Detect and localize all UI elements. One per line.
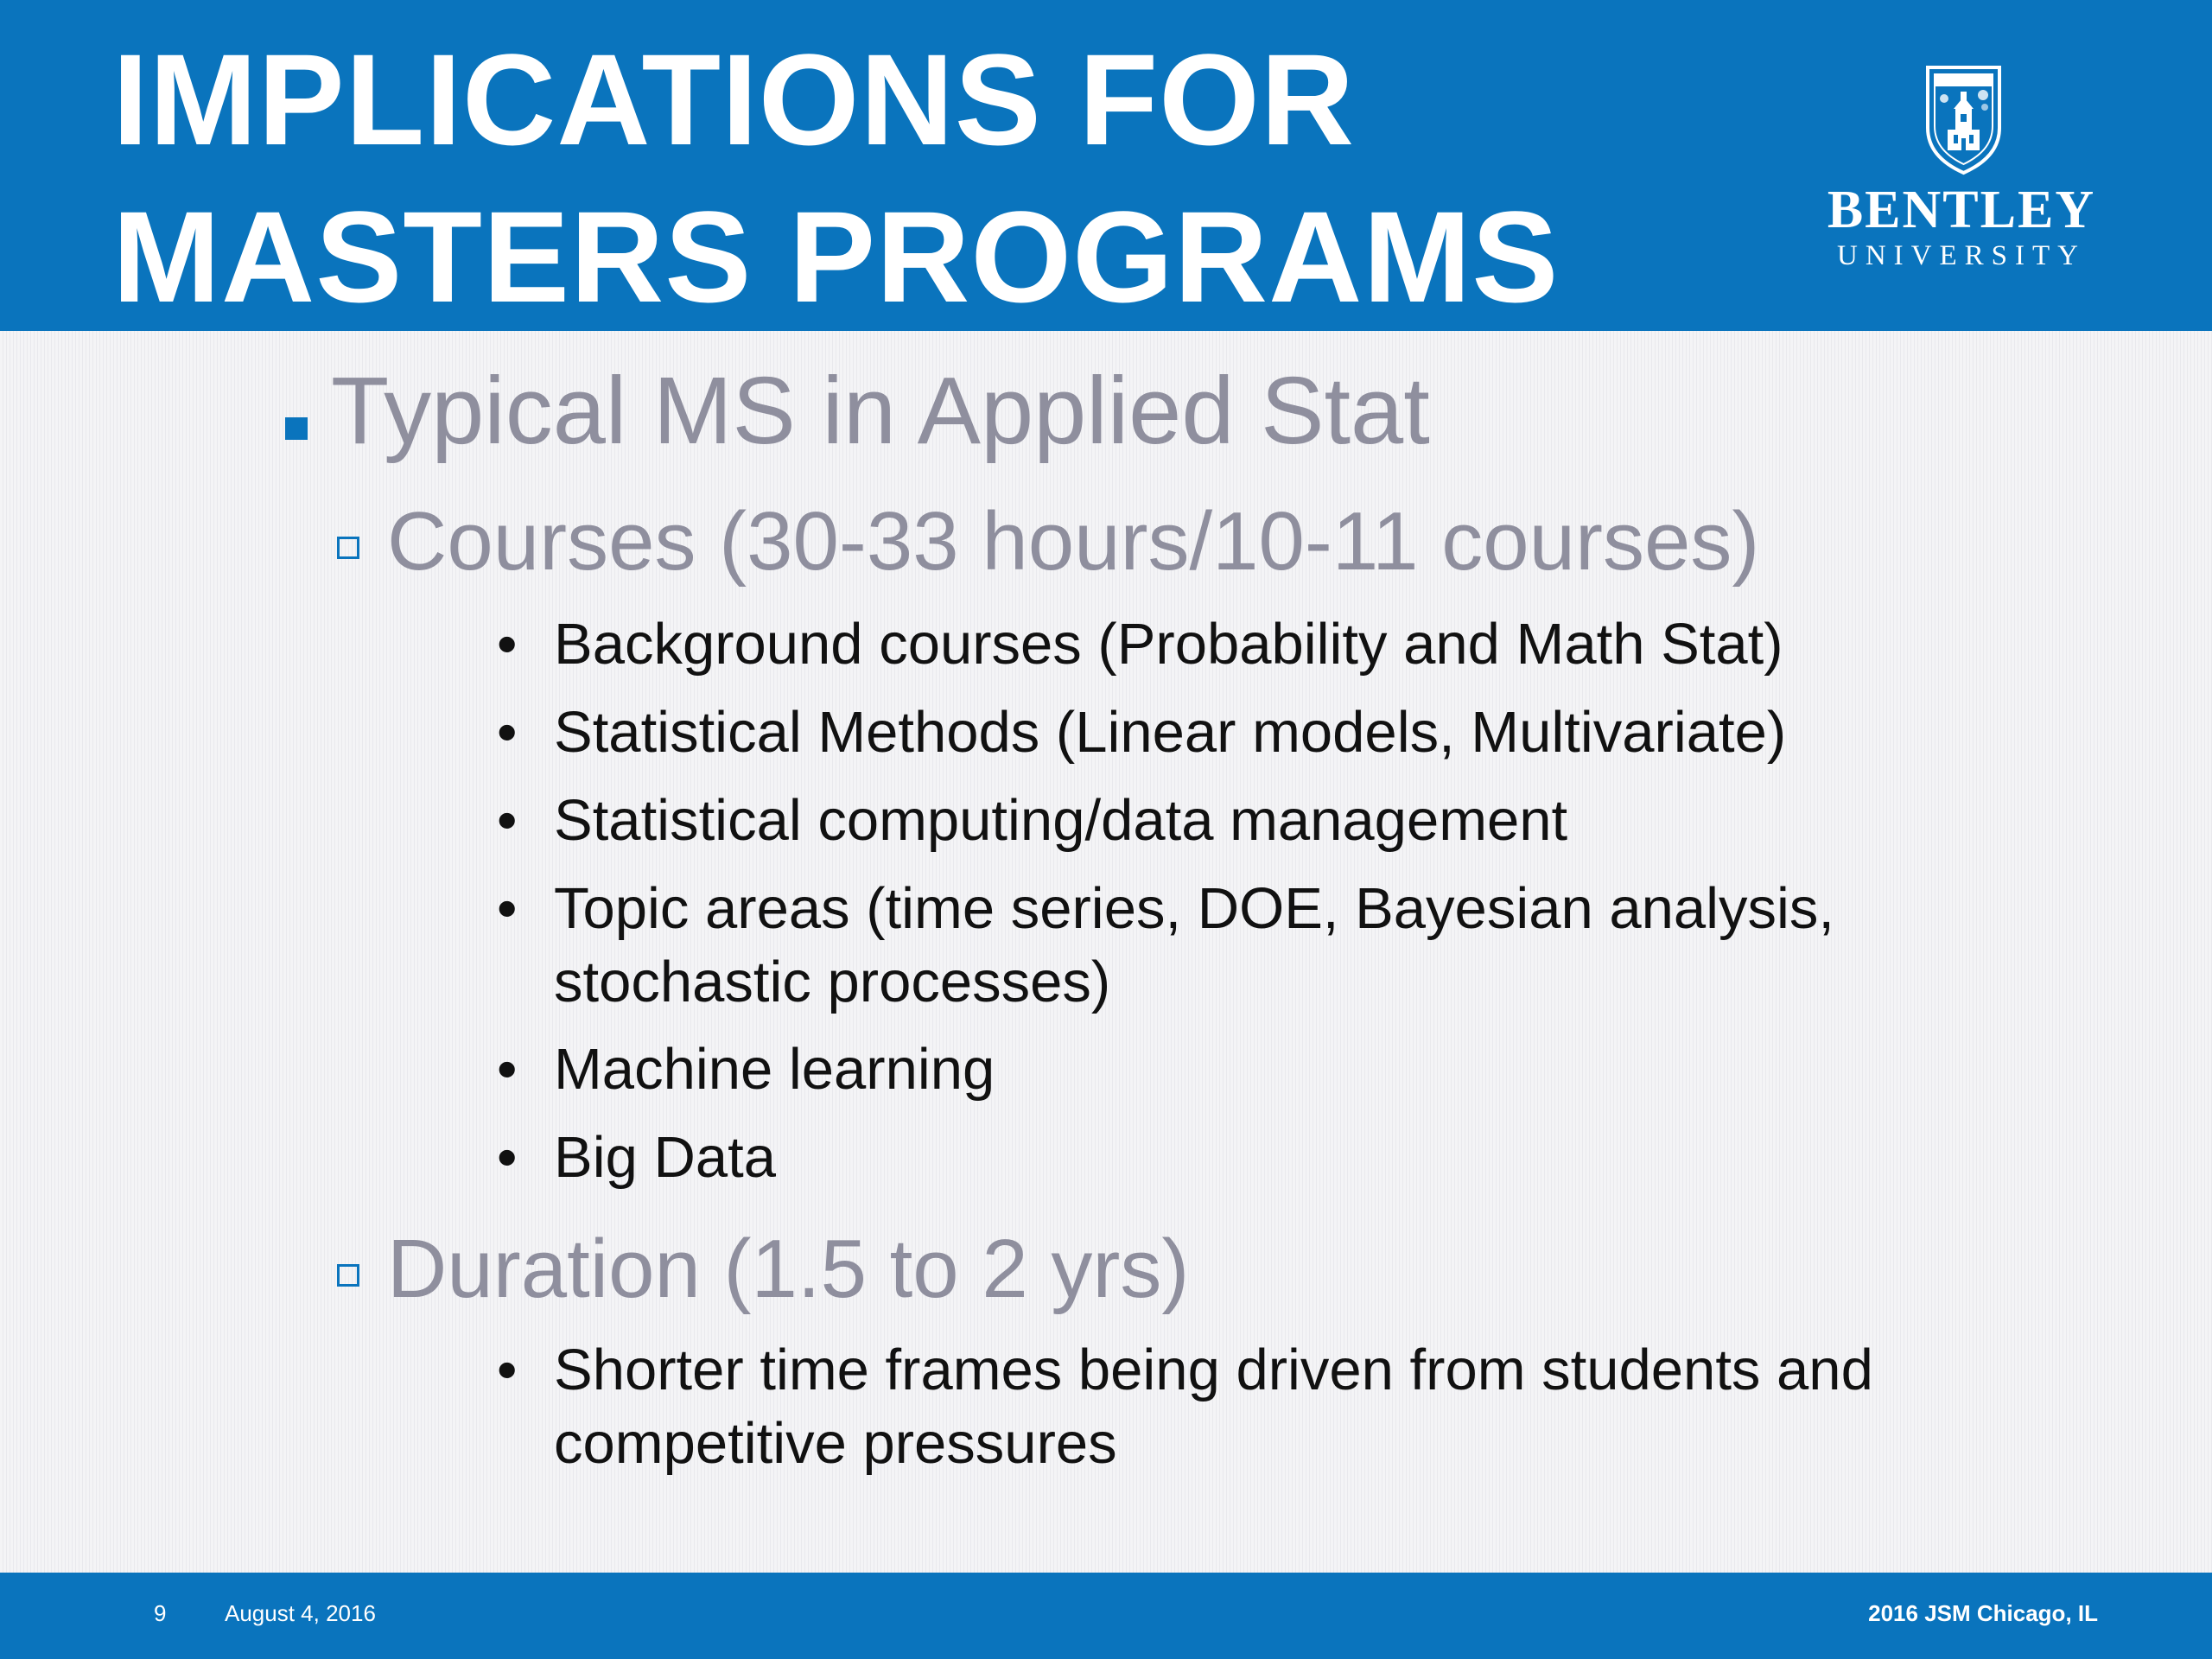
bullet-text: Machine learning bbox=[554, 1037, 995, 1102]
bullet-item bbox=[497, 1333, 2018, 1480]
bullet-item bbox=[497, 872, 1966, 1019]
level1-text: Typical MS in Applied Stat bbox=[331, 358, 1430, 464]
bullet-dot-icon: • bbox=[497, 1037, 518, 1102]
bullet-item bbox=[497, 696, 1966, 769]
bullet-text: Topic areas (time series, DOE, Bayesian analysis, stochastic processes) bbox=[554, 876, 1835, 1014]
bullet-dot-icon: • bbox=[497, 788, 518, 853]
bullet-text: Big Data bbox=[554, 1125, 776, 1190]
bullet-dot-icon: • bbox=[497, 876, 518, 941]
bullet-dot-icon: • bbox=[497, 700, 518, 765]
level2-text: Duration (1.5 to 2 yrs) bbox=[387, 1223, 1190, 1315]
page-number: 9 bbox=[154, 1600, 167, 1626]
bentley-university-logo bbox=[1815, 60, 2108, 276]
slide-footer bbox=[0, 1573, 2212, 1659]
slide-header bbox=[0, 0, 2212, 331]
bullet-text: Statistical computing/data management bbox=[554, 788, 1568, 853]
bullet-item bbox=[497, 607, 1966, 681]
footer-event: 2016 JSM Chicago, IL bbox=[1868, 1600, 2098, 1626]
bullet-item bbox=[497, 784, 1966, 857]
slide-title bbox=[112, 21, 1559, 335]
level2-text: Courses (30-33 hours/10-11 courses) bbox=[387, 495, 1760, 588]
bullet-dot-icon: • bbox=[497, 1125, 518, 1190]
bentley-seal-icon bbox=[1923, 60, 2005, 177]
bullet-item bbox=[497, 1121, 1966, 1194]
bullet-dot-icon: • bbox=[497, 1338, 518, 1402]
bullet-text: Background courses (Probability and Math Stat) bbox=[554, 612, 1783, 677]
bullet-item bbox=[497, 1033, 1966, 1106]
square-bullet-icon bbox=[285, 417, 308, 440]
slide-title-line-1: IMPLICATIONS FOR bbox=[112, 27, 1356, 172]
footer-date: August 4, 2016 bbox=[225, 1600, 376, 1626]
bullet-dot-icon: • bbox=[497, 612, 518, 677]
bullet-text: Shorter time frames being driven from students and competitive pressures bbox=[554, 1338, 1873, 1476]
hollow-square-bullet-icon bbox=[337, 1264, 359, 1287]
logo-subtitle: UNIVERSITY bbox=[1837, 240, 2086, 271]
hollow-square-bullet-icon bbox=[337, 537, 359, 559]
logo-wordmark: BENTLEY bbox=[1827, 181, 2096, 239]
slide-body bbox=[0, 331, 2212, 1573]
slide-title-line-2: MASTERS PROGRAMS bbox=[112, 184, 1560, 329]
bullet-text: Statistical Methods (Linear models, Multivariate) bbox=[554, 700, 1787, 765]
